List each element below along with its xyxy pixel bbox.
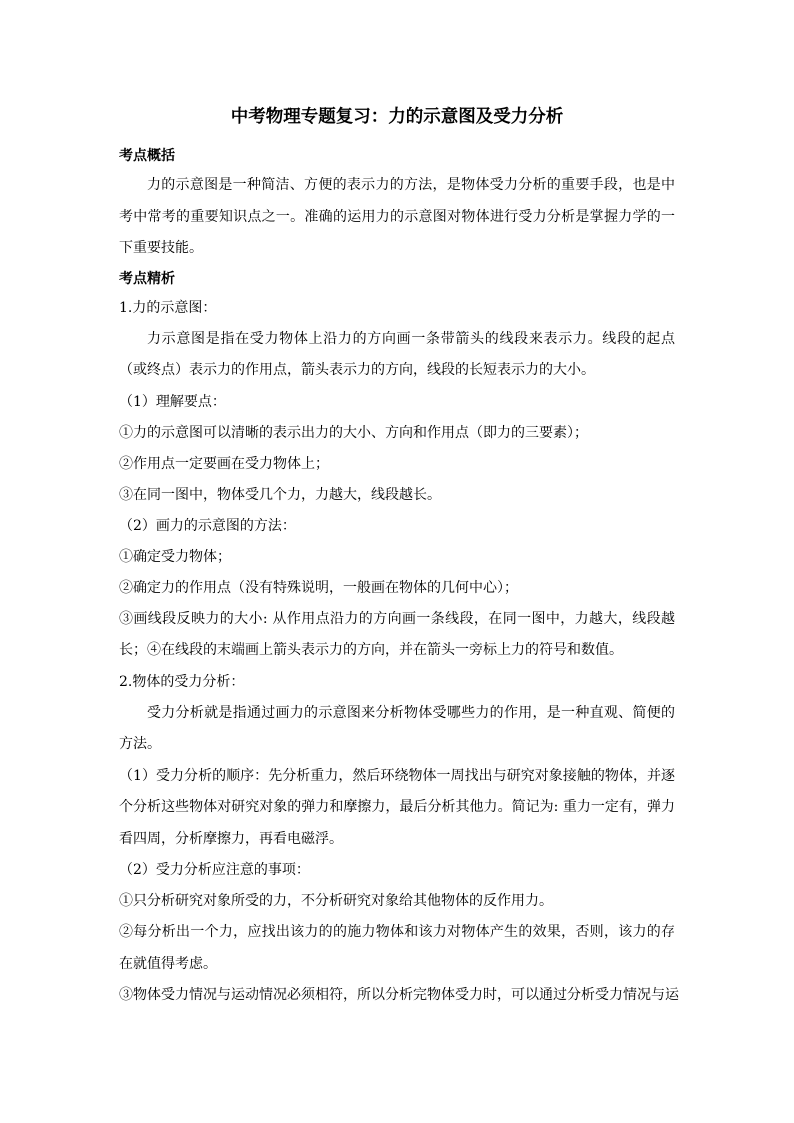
item1-sub1-title: （1）理解要点： [119,393,226,410]
item1-sub1-point3: ③在同一图中，物体受几个力，力越大，线段越长。 [119,486,441,503]
overview-heading: 考点概括 [119,148,175,164]
item1-sub2-title: （2）画力的示意图的方法： [119,517,296,534]
overview-paragraph: 力的示意图是一种简洁、方便的表示力的方法，是物体受力分析的重要手段，也是中考中常考的重要知识点之一。准确的运用力的示意图对物体进行受力分析是掌握力学的一下重要技能。 [119,177,675,256]
item1-sub1-point2: ②作用点一定要画在受力物体上； [119,455,329,472]
item2-sub2-point2: ②每分析出一个力，应找出该力的的施力物体和该力对物体产生的效果，否则，该力的存在就值得考虑。 [119,924,675,972]
document-content [119,104,679,1011]
item1-sub2-point3: ③画线段反映力的大小: 从作用点沿力的方向画一条线段，在同一图中，力越大，线段越长；④在线段的末端画上箭头表示力的方向，并在箭头一旁标上力的符号和数值。 [119,610,675,658]
item1-sub1-point1: ①力的示意图可以清晰的表示出力的大小、方向和作用点（即力的三要素）； [119,424,588,441]
item2-title: 2.物体的受力分析： [119,673,245,690]
item2-sub2-point1: ①只分析研究对象所受的力，不分析研究对象给其他物体的反作用力。 [119,893,553,909]
item1-sub2-point2: ②确定力的作用点（没有特殊说明，一般画在物体的几何中心）； [119,579,518,596]
item1-sub2-point1: ①确定受力物体； [119,548,231,565]
item1-paragraph: 力示意图是指在受力物体上沿力的方向画一条带箭头的线段来表示力。线段的起点（或终点）表示力的作用点，箭头表示力的方向，线段的长短表示力的大小。 [119,330,675,378]
item2-paragraph: 受力分析就是指通过画力的示意图来分析物体受哪些力的作用，是一种直观、简便的方法。 [119,704,675,752]
item2-sub2-title: （2）受力分析应注意的事项： [119,862,310,878]
item2-sub1-paragraph: （1）受力分析的顺序：先分析重力，然后环绕物体一周找出与研究对象接触的物体，并逐个分析这些物体对研究对象的弹力和摩擦力，最后分析其他力。简记为: 重力一定有，弹力看四周，分析摩擦力，再看电磁浮。 [119,767,675,847]
document-title: 中考物理专题复习：力的示意图及受力分析 [230,107,564,127]
analysis-heading: 考点精析 [119,270,175,287]
item2-sub2-point3: ③物体受力情况与运动情况必须相符，所以分析完物体受力时，可以通过分析受力情况与运 [119,987,679,1003]
item1-title: 1.力的示意图： [119,299,217,316]
